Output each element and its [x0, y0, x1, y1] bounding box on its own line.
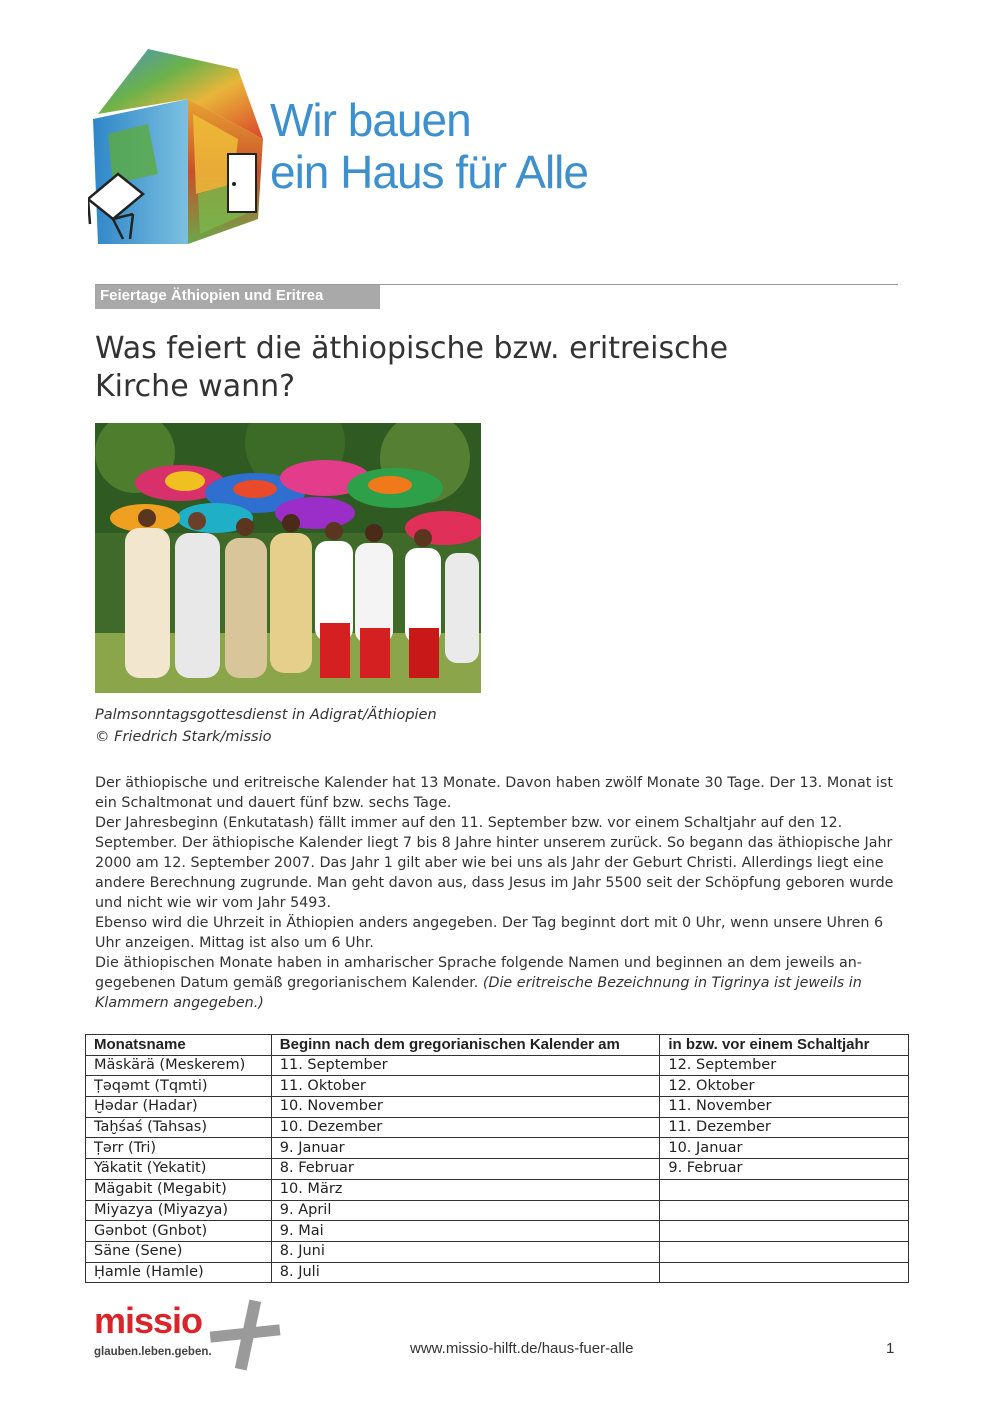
cell-leap-year — [660, 1221, 909, 1242]
cell-month-name: Gənbot (Gnbot) — [86, 1221, 272, 1242]
title-line-2: Kirche wann? — [95, 369, 296, 404]
cell-leap-year: 11. November — [660, 1097, 909, 1118]
cell-month-name: Ṭəqəmt (Tqmti) — [86, 1076, 272, 1097]
table-row — [86, 1200, 909, 1221]
cell-month-name: Ḫədar (Hadar) — [86, 1097, 272, 1118]
cell-month-name: Miyazya (Miyazya) — [86, 1200, 272, 1221]
brand-line-1: Wir bauen — [270, 94, 471, 146]
cell-gregorian-start: 9. Januar — [271, 1138, 660, 1159]
cell-month-name: Taḫśaś (Tahsas) — [86, 1117, 272, 1138]
table-row — [86, 1055, 909, 1076]
house-logo — [88, 44, 268, 254]
house-globe-icon — [88, 44, 268, 254]
table-row — [86, 1159, 909, 1180]
cell-gregorian-start: 9. April — [271, 1200, 660, 1221]
footer-url[interactable]: www.missio-hilft.de/haus-fuer-alle — [410, 1340, 634, 1357]
paragraph-3: Ebenso wird die Uhrzeit in Äthiopien anders angegeben. Der Tag beginnt dort mit 0 Uhr, wenn unsere Uhren 6 Uhr anzeigen. Mittag ist also um 6 Uhr. — [95, 915, 884, 951]
cell-gregorian-start: 8. Juli — [271, 1262, 660, 1283]
caption-line-2: © Friedrich Stark/missio — [95, 729, 272, 745]
cell-month-name: Säne (Sene) — [86, 1241, 272, 1262]
cell-gregorian-start: 11. September — [271, 1055, 660, 1076]
table-row — [86, 1138, 909, 1159]
cell-leap-year: 10. Januar — [660, 1138, 909, 1159]
table-row — [86, 1179, 909, 1200]
missio-wordmark: missio — [94, 1300, 203, 1341]
paragraph-1: Der äthiopische und eritreische Kalender hat 13 Monate. Davon haben zwölf Monate 30 Tage. Der 13. Monat ist ein Schaltmonat und dauert fünf bzw. sechs Tage. — [95, 775, 893, 811]
cell-gregorian-start: 9. Mai — [271, 1221, 660, 1242]
photo-caption — [95, 704, 595, 748]
paragraph-4-main: Die äthiopischen Monate haben in amharischer Sprache folgende Namen und beginnen an dem jeweils an-gegebenen Datum gemäß gregorianischem Kalender. — [95, 955, 862, 991]
cell-leap-year — [660, 1241, 909, 1262]
month-table — [85, 1034, 909, 1283]
caption-line-1: Palmsonntagsgottesdienst in Adigrat/Äthiopien — [95, 707, 437, 723]
table-row — [86, 1221, 909, 1242]
brand-title — [270, 94, 690, 198]
table-row — [86, 1097, 909, 1118]
table-row — [86, 1241, 909, 1262]
cell-leap-year: 9. Februar — [660, 1159, 909, 1180]
cell-month-name: Mäskärä (Meskerem) — [86, 1055, 272, 1076]
cell-leap-year — [660, 1179, 909, 1200]
cell-gregorian-start: 10. März — [271, 1179, 660, 1200]
header-gregorian-start: Beginn nach dem gregorianischen Kalender am — [271, 1035, 660, 1056]
cell-gregorian-start: 10. November — [271, 1097, 660, 1118]
header-month-name: Monatsname — [86, 1035, 272, 1056]
cell-month-name: Ṭərr (Tri) — [86, 1138, 272, 1159]
cell-leap-year — [660, 1262, 909, 1283]
page-title — [95, 330, 795, 406]
missio-logo — [92, 1298, 282, 1373]
table-row — [86, 1262, 909, 1283]
section-tag: Feiertage Äthiopien und Eritrea — [95, 285, 380, 309]
table-header-row — [86, 1035, 909, 1056]
paragraph-4 — [95, 953, 901, 1013]
title-line-1: Was feiert die äthiopische bzw. eritreische — [95, 331, 729, 366]
body-text — [95, 773, 901, 1013]
cell-leap-year: 12. Oktober — [660, 1076, 909, 1097]
table-row — [86, 1117, 909, 1138]
procession-photo — [95, 423, 481, 693]
table-row — [86, 1076, 909, 1097]
cell-month-name: Mägabit (Megabit) — [86, 1179, 272, 1200]
page-number: 1 — [886, 1340, 895, 1357]
brand-line-2: ein Haus für Alle — [270, 146, 588, 198]
paragraph-2: Der Jahresbeginn (Enkutatash) fällt immer auf den 11. September bzw. vor einem Schaltjahr auf den 12. September. Der äthiopische Kalender liegt 7 bis 8 Jahre hinter unserem zurück. So begann das äthiopische Jahr 2000 am 12. September 2007. Das Jahr 1 gilt aber wie bei uns als Jahr der Geburt Christi. Allerdings liegt eine andere Berechnung zugrunde. Man geht davon aus, dass Jesus im Jahr 5500 seit der Schöpfung geboren wurde und nicht wie wir vom Jahr 5493. — [95, 815, 894, 911]
cell-leap-year: 12. September — [660, 1055, 909, 1076]
header-leap-year: in bzw. vor einem Schaltjahr — [660, 1035, 909, 1056]
cell-gregorian-start: 10. Dezember — [271, 1117, 660, 1138]
cell-gregorian-start: 8. Februar — [271, 1159, 660, 1180]
paragraph-4-italic: (Die eritreische Bezeichnung in Tigrinya ist jeweils in Klammern angegeben.) — [95, 975, 862, 1011]
cell-gregorian-start: 8. Juni — [271, 1241, 660, 1262]
cell-leap-year: 11. Dezember — [660, 1117, 909, 1138]
cell-gregorian-start: 11. Oktober — [271, 1076, 660, 1097]
cell-leap-year — [660, 1200, 909, 1221]
cell-month-name: Yäkatit (Yekatit) — [86, 1159, 272, 1180]
cell-month-name: Ḥamle (Hamle) — [86, 1262, 272, 1283]
missio-slogan: glauben.leben.geben. — [94, 1346, 212, 1358]
